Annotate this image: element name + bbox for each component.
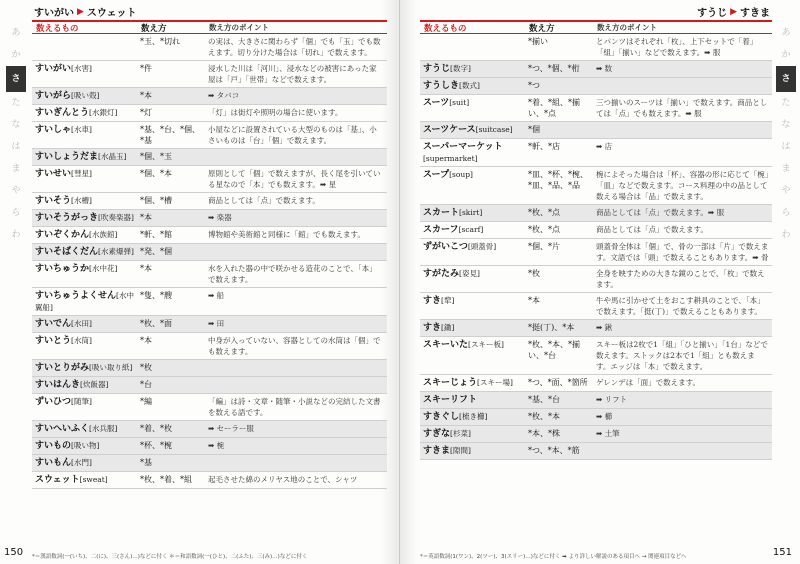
entry-word-cell bbox=[32, 244, 137, 260]
table-row bbox=[32, 261, 387, 288]
table-row bbox=[420, 375, 772, 392]
entry-kanji: [skirt] bbox=[459, 208, 483, 217]
side-index-tab: あ bbox=[781, 28, 791, 38]
side-index-tab: な bbox=[11, 120, 21, 130]
entry-word-cell bbox=[32, 193, 137, 209]
entry-word-cell bbox=[420, 167, 525, 204]
entry-word: すいそばくだん bbox=[35, 247, 99, 257]
table-row bbox=[32, 149, 387, 166]
entry-counter: *隻、*艘 bbox=[140, 291, 172, 300]
table-row bbox=[32, 333, 387, 360]
entry-word: スーツ bbox=[423, 98, 450, 108]
entry-word: すいがら bbox=[35, 91, 72, 101]
side-index-tab: さ bbox=[6, 66, 26, 92]
entry-note: 原則として「個」で数えますが、長く尾を引いている星なので「本」でも数えます。➡ 星 bbox=[208, 169, 381, 189]
entry-kanji: [隙間] bbox=[450, 446, 471, 455]
entry-note: 全身を映すための大きな鏡のことで、「枚」で数えます。 bbox=[596, 269, 765, 289]
entry-word: すいぎんとう bbox=[35, 108, 90, 118]
entry-counter: *本 bbox=[140, 264, 152, 273]
entry-kanji: [彗星] bbox=[71, 169, 92, 178]
entry-kanji: [梳き櫛] bbox=[459, 412, 488, 421]
table-row bbox=[420, 95, 772, 122]
entry-word-cell bbox=[420, 139, 525, 166]
entry-note: 商品としては「点」で数えます。➡ 服 bbox=[596, 208, 725, 217]
header-col-point: 数え方のポイント bbox=[209, 23, 269, 32]
entry-note: 小屋などに設置されている大型のものは「基」、小さいものは「台」「個」で数えます。 bbox=[208, 125, 377, 145]
entry-word-cell bbox=[420, 293, 525, 319]
entry-note: 商品としては「点」で数えます。 bbox=[208, 196, 320, 205]
entry-word-cell bbox=[420, 78, 525, 94]
entry-counter: *本、*株 bbox=[528, 429, 560, 438]
running-head-to: スウェット bbox=[86, 8, 137, 19]
entry-word: すいとりがみ bbox=[35, 363, 90, 373]
entry-counter: *基 bbox=[140, 458, 152, 467]
table-row bbox=[32, 193, 387, 210]
entry-counter: *個、*玉 bbox=[140, 152, 172, 161]
entry-note: 浸水した川は「河川」、浸水などの被害にあった家屋は「戸」「世帯」などで数えます。 bbox=[208, 64, 377, 84]
entry-note: ➡ 船 bbox=[208, 291, 225, 300]
entry-kanji: [水中翼船] bbox=[35, 291, 134, 312]
entry-word-cell bbox=[32, 261, 137, 287]
running-head-to: すきま bbox=[740, 8, 770, 19]
entry-note: ➡ 田 bbox=[208, 319, 225, 328]
table-row bbox=[32, 34, 387, 61]
side-index-tab: か bbox=[11, 50, 21, 60]
table-row bbox=[32, 227, 387, 244]
entry-word: すいもん bbox=[35, 458, 72, 468]
entry-counter: *基、*台、*個、*基 bbox=[140, 125, 200, 145]
entry-word-cell bbox=[32, 316, 137, 332]
header-col-counter: 数え方 bbox=[141, 23, 167, 34]
entry-word: すいがい bbox=[35, 64, 72, 74]
entry-word: すいしゃ bbox=[35, 125, 72, 135]
left-running-head bbox=[34, 4, 137, 19]
entry-note bbox=[205, 360, 387, 376]
entry-kanji: [吸い取り紙] bbox=[89, 363, 133, 372]
table-row bbox=[420, 78, 772, 95]
right-footnote: *＝英語数詞(1(ワン)、2(ツー)、3(スリー)…)などに付く ➡ より詳しい解説のある項目へ → 関連項目などへ bbox=[420, 554, 687, 560]
side-index-tab: た bbox=[11, 98, 21, 108]
entry-note: とパンツはそれぞれ「枚」、上下セットで「着」「組」「揃い」などで数えます。➡ 服 bbox=[596, 37, 758, 57]
table-row bbox=[420, 320, 772, 337]
header-col-thing: 数えるもの bbox=[36, 23, 79, 34]
entry-word: すいでん bbox=[35, 319, 72, 329]
entry-counter: *編 bbox=[140, 397, 152, 406]
entry-counter: *着、*組、*揃い、*点 bbox=[528, 98, 580, 118]
entry-word-cell bbox=[420, 266, 525, 292]
entry-word: すうしき bbox=[423, 81, 460, 91]
entry-counter: *挺(丁)、*本 bbox=[528, 323, 575, 332]
entry-kanji: [数字] bbox=[450, 64, 471, 73]
entry-kanji: [吸い殻] bbox=[71, 91, 100, 100]
header-col-point: 数え方のポイント bbox=[597, 23, 657, 32]
entry-word-cell bbox=[32, 438, 137, 454]
table-row bbox=[32, 105, 387, 122]
entry-word: スープ bbox=[423, 170, 450, 180]
side-index-tab: ま bbox=[781, 164, 791, 174]
table-header bbox=[420, 20, 772, 34]
entry-word-cell bbox=[420, 205, 525, 221]
entry-note: の実は、大きさに関わらず「個」でも「玉」でも数えます。切り分けた場合は「切れ」で数えます。 bbox=[208, 37, 381, 57]
entry-word-cell bbox=[32, 421, 137, 437]
entry-note: ➡ 土筆 bbox=[596, 429, 620, 438]
table-row bbox=[32, 288, 387, 316]
entry-word: ずいひつ bbox=[35, 397, 72, 407]
entry-note: ➡ タバコ bbox=[208, 91, 240, 100]
entry-kanji: [水門] bbox=[71, 458, 92, 467]
entry-word-cell bbox=[32, 360, 137, 376]
left-page-number: 150 bbox=[4, 547, 24, 558]
header-col-thing: 数えるもの bbox=[424, 23, 467, 34]
entry-word-cell bbox=[32, 88, 137, 104]
entry-word-cell bbox=[32, 227, 137, 243]
entry-word: スウェット bbox=[35, 475, 80, 485]
table-row bbox=[32, 360, 387, 377]
entry-counter: *件 bbox=[140, 64, 152, 73]
side-index-tab: や bbox=[781, 186, 791, 196]
entry-counter: *つ、*本、*筋 bbox=[528, 446, 580, 455]
entry-note: ➡ リフト bbox=[596, 395, 628, 404]
entry-counter: *個 bbox=[528, 125, 540, 134]
entry-counter: *枚、*点 bbox=[528, 208, 560, 217]
entry-note bbox=[593, 122, 772, 138]
entry-counter: *皿、*杯、*椀、*皿、*品、*品 bbox=[528, 170, 588, 190]
entry-word: すいせい bbox=[35, 169, 72, 179]
table-row bbox=[32, 122, 387, 149]
entry-note: 「編」は詩・文章・随筆・小説などの完結した文書を数える語です。 bbox=[208, 397, 381, 417]
side-index-tab: さ bbox=[776, 66, 796, 92]
entry-word: すいちゅうよくせん bbox=[35, 291, 117, 301]
entry-kanji: [水銀灯] bbox=[89, 108, 118, 117]
table-row bbox=[32, 455, 387, 472]
entry-kanji: [suitcase] bbox=[475, 125, 513, 134]
side-index-tab: や bbox=[11, 186, 21, 196]
entry-counter: *枚 bbox=[528, 269, 540, 278]
entry-word-cell bbox=[420, 337, 525, 374]
entry-word-cell bbox=[420, 426, 525, 442]
table-row bbox=[32, 421, 387, 438]
entry-counter: *本 bbox=[528, 296, 540, 305]
entry-note: ➡ 数 bbox=[596, 64, 613, 73]
entry-word-cell bbox=[420, 222, 525, 238]
entry-word-cell bbox=[32, 472, 137, 488]
entry-word-cell bbox=[420, 375, 525, 391]
entry-note: ➡ 椀 bbox=[208, 441, 225, 450]
entry-kanji: [水素爆弾] bbox=[98, 247, 134, 256]
right-running-head bbox=[697, 4, 770, 19]
table-row bbox=[32, 166, 387, 193]
entry-word: すいはんき bbox=[35, 380, 81, 390]
entry-kanji: [頭蓋骨] bbox=[467, 242, 497, 251]
header-col-counter: 数え方 bbox=[529, 23, 555, 34]
entry-counter: *発、*個 bbox=[140, 247, 172, 256]
entry-word-cell bbox=[420, 320, 525, 336]
entry-note: スキー板は2枚で1「組」「ひと揃い」「1台」などで数えます。ストックは2本で1「組」とも数えます。エッジは「本」で数えます。 bbox=[596, 340, 768, 371]
entry-word: すきぐし bbox=[423, 412, 460, 422]
triangle-icon: ▶ bbox=[730, 6, 737, 17]
side-index-tab: ま bbox=[11, 164, 21, 174]
table-row bbox=[32, 394, 387, 421]
entry-word: すいそう bbox=[35, 196, 72, 206]
entry-word-cell bbox=[32, 210, 137, 226]
entry-word: すき bbox=[423, 323, 442, 333]
entry-word-cell bbox=[32, 455, 137, 471]
right-page-number: 151 bbox=[772, 547, 792, 558]
running-head-from: すうじ bbox=[697, 8, 728, 19]
entry-kanji: [スキー板] bbox=[468, 340, 504, 349]
table-row bbox=[32, 61, 387, 88]
triangle-icon: ▶ bbox=[77, 6, 84, 17]
entry-note: 起毛させた綿のメリヤス地のことで、シャツ bbox=[208, 475, 358, 484]
entry-note bbox=[593, 443, 772, 459]
entry-note: 商品としては「点」で数えます。 bbox=[596, 225, 708, 234]
entry-word: スキーじょう bbox=[423, 378, 478, 388]
entry-kanji: [水族館] bbox=[89, 230, 118, 239]
table-row bbox=[420, 167, 772, 205]
side-index-tab: は bbox=[781, 142, 791, 152]
entry-kanji: [スキー場] bbox=[477, 378, 513, 387]
entry-word: すき bbox=[423, 296, 442, 306]
entry-word: すいもの bbox=[35, 441, 72, 451]
side-index-tab: は bbox=[11, 142, 21, 152]
entry-counter: *個、*本 bbox=[140, 169, 172, 178]
entry-word: スーパーマーケット bbox=[423, 142, 503, 152]
table-row bbox=[420, 34, 772, 61]
side-index-tab: ら bbox=[11, 208, 21, 218]
entry-word: すきま bbox=[423, 446, 451, 456]
entry-kanji: [吸い物] bbox=[71, 441, 100, 450]
entry-word: すぎな bbox=[423, 429, 451, 439]
entry-kanji: [水兵服] bbox=[89, 424, 118, 433]
entry-kanji: [scarf] bbox=[458, 225, 484, 234]
entry-counter: *本 bbox=[140, 213, 152, 222]
table-row bbox=[420, 337, 772, 375]
entry-counter: *灯 bbox=[140, 108, 152, 117]
entry-counter: *つ、*個、*桁 bbox=[528, 64, 580, 73]
table-row bbox=[32, 438, 387, 455]
entry-word-cell bbox=[32, 149, 137, 165]
table-header bbox=[32, 20, 387, 34]
entry-counter: *着、*枚 bbox=[140, 424, 172, 433]
entry-word-cell bbox=[32, 105, 137, 121]
entry-kanji: [犂] bbox=[441, 296, 455, 305]
entry-word: スキーリフト bbox=[423, 395, 478, 405]
table-row bbox=[420, 426, 772, 443]
side-index-tab: な bbox=[781, 120, 791, 130]
side-index-tab: わ bbox=[11, 230, 21, 240]
entry-word-cell bbox=[32, 333, 137, 359]
table-row bbox=[420, 139, 772, 167]
right-side-index bbox=[776, 22, 796, 246]
entry-counter: *枚、*面 bbox=[140, 319, 172, 328]
entry-note bbox=[205, 244, 387, 260]
entry-word: すがたみ bbox=[423, 269, 460, 279]
entry-counter: *個、*槽 bbox=[140, 196, 172, 205]
side-index-tab: か bbox=[781, 50, 791, 60]
entry-kanji: [suit] bbox=[449, 98, 470, 107]
side-index-tab: わ bbox=[781, 230, 791, 240]
table-row bbox=[420, 266, 772, 293]
entry-word-cell bbox=[420, 409, 525, 425]
entry-kanji: [水車] bbox=[71, 125, 92, 134]
entry-word-cell bbox=[32, 166, 137, 192]
entry-note: 三つ揃いのスーツは「揃い」で数えます。商品としては「点」でも数えます。➡ 服 bbox=[596, 98, 768, 118]
entry-kanji: [supermarket] bbox=[423, 154, 478, 163]
entry-note: 水を入れた器の中で咲かせる造花のことで、「本」で数えます。 bbox=[208, 264, 377, 284]
entry-counter: *軒、*店 bbox=[528, 142, 560, 151]
entry-counter: *本 bbox=[140, 91, 152, 100]
right-counter-table bbox=[420, 20, 772, 460]
entry-counter: *台 bbox=[140, 380, 152, 389]
left-counter-table bbox=[32, 20, 387, 489]
entry-counter: *軒、*館 bbox=[140, 230, 172, 239]
entry-word: スカート bbox=[423, 208, 460, 218]
entry-counter: *枚、*着、*組 bbox=[140, 475, 192, 484]
entry-counter: *個、*片 bbox=[528, 242, 560, 251]
entry-word-cell bbox=[32, 122, 137, 148]
entry-kanji: [水害] bbox=[71, 64, 92, 73]
left-footnote: *＝漢語数詞(一(いち)、二(に)、三(さん)…)などに付く ＊＝和語数詞(一(ひと)、二(ふた)、三(み)…)などに付く bbox=[32, 554, 308, 560]
entry-note bbox=[593, 78, 772, 94]
entry-counter: *玉、*切れ bbox=[140, 37, 180, 46]
table-row bbox=[32, 88, 387, 105]
table-row bbox=[32, 210, 387, 227]
entry-note: ➡ 店 bbox=[596, 142, 613, 151]
entry-word-cell bbox=[420, 122, 525, 138]
running-head-from: すいがい bbox=[34, 8, 74, 19]
entry-word-cell bbox=[420, 95, 525, 121]
entry-note: 牛や馬に引かせて土をおこす耕具のことで、「本」で数えます。「挺(丁)」で数えることもあります。 bbox=[596, 296, 765, 316]
table-row bbox=[420, 205, 772, 222]
entry-kanji: [炊飯器] bbox=[80, 380, 109, 389]
entry-counter: *揃い bbox=[528, 37, 548, 46]
entry-word: すいしょうだま bbox=[35, 152, 99, 162]
entry-word: すいちゅうか bbox=[35, 264, 90, 274]
entry-word-cell bbox=[32, 61, 137, 87]
side-index-tab: ら bbox=[781, 208, 791, 218]
entry-kanji: [数式] bbox=[459, 81, 480, 90]
table-row bbox=[420, 392, 772, 409]
entry-counter: *枚 bbox=[140, 363, 152, 372]
table-row bbox=[32, 377, 387, 394]
entry-kanji: [水中花] bbox=[89, 264, 118, 273]
entry-kanji: [随筆] bbox=[71, 397, 92, 406]
entry-kanji: [sweat] bbox=[79, 475, 108, 484]
table-row bbox=[420, 443, 772, 460]
entry-counter: *つ bbox=[528, 81, 540, 90]
entry-note bbox=[205, 377, 387, 393]
table-row bbox=[420, 239, 772, 266]
entry-kanji: [杉菜] bbox=[450, 429, 471, 438]
entry-counter: *基、*台 bbox=[528, 395, 560, 404]
table-row bbox=[420, 293, 772, 320]
entry-word: スカーフ bbox=[423, 225, 459, 235]
entry-word-cell bbox=[420, 443, 525, 459]
entry-word: すいぞくかん bbox=[35, 230, 90, 240]
entry-counter: *杯、*椀 bbox=[140, 441, 172, 450]
entry-kanji: [水筒] bbox=[71, 336, 92, 345]
side-index-tab: た bbox=[781, 98, 791, 108]
entry-note: 頭蓋骨全体は「個」で、骨の一部は「片」で数えます。文語では「頭」で数えることもあります。➡ 骨 bbox=[596, 242, 769, 262]
entry-note: ➡ 鍬 bbox=[596, 323, 613, 332]
entry-kanji: [水槽] bbox=[71, 196, 92, 205]
entry-note: ゲレンデは「面」で数えます。 bbox=[596, 378, 701, 387]
table-row bbox=[420, 409, 772, 426]
entry-counter: *本 bbox=[140, 336, 152, 345]
entry-note: 「灯」は街灯や照明の場合に使います。 bbox=[208, 108, 343, 117]
entry-word-cell bbox=[420, 61, 525, 77]
entry-note bbox=[205, 455, 387, 471]
entry-kanji: [水晶玉] bbox=[98, 152, 127, 161]
entry-kanji: [水田] bbox=[71, 319, 92, 328]
entry-word: スーツケース bbox=[423, 125, 476, 135]
entry-word: すいとう bbox=[35, 336, 72, 346]
entry-note: ➡ 楽器 bbox=[208, 213, 232, 222]
entry-word-cell bbox=[32, 288, 137, 315]
entry-word-cell bbox=[32, 377, 137, 393]
entry-word: すうじ bbox=[423, 64, 451, 74]
left-side-index bbox=[6, 22, 26, 246]
table-row bbox=[420, 222, 772, 239]
entry-word-cell bbox=[32, 394, 137, 420]
entry-kanji: [吹奏楽器] bbox=[98, 213, 134, 222]
entry-note: ➡ セーラー服 bbox=[208, 424, 254, 433]
entry-note: 椀によそった場合は「杯」、容器の形に応じて「椀」「皿」などで数えます。コース料理の中の品として数える場合は「品」で数えます。 bbox=[596, 170, 769, 201]
entry-word-cell bbox=[420, 392, 525, 408]
right-page bbox=[400, 0, 800, 564]
entry-word: ずがいこつ bbox=[423, 242, 468, 252]
entry-note: ➡ 櫛 bbox=[596, 412, 613, 421]
entry-counter: *枚、*本 bbox=[528, 412, 560, 421]
entry-word-cell bbox=[32, 34, 137, 60]
table-row bbox=[32, 472, 387, 489]
entry-word: すいそうがっき bbox=[35, 213, 99, 223]
entry-counter: *枚、*本、*揃い、*台 bbox=[528, 340, 580, 360]
entry-kanji: [soup] bbox=[449, 170, 473, 179]
entry-counter: *つ、*面、*箇所 bbox=[528, 378, 588, 387]
table-row bbox=[32, 244, 387, 261]
entry-kanji: [鋤] bbox=[441, 323, 455, 332]
entry-kanji: [姿見] bbox=[459, 269, 480, 278]
table-row bbox=[420, 122, 772, 139]
table-row bbox=[420, 61, 772, 78]
entry-word-cell bbox=[420, 34, 525, 60]
table-row bbox=[32, 316, 387, 333]
entry-note: 博物館や美術館と同様に「館」でも数えます。 bbox=[208, 230, 365, 239]
entry-word: スキーいた bbox=[423, 340, 469, 350]
entry-counter: *枚、*点 bbox=[528, 225, 560, 234]
entry-note bbox=[205, 149, 387, 165]
entry-note: 中身が入っていない、容器としての水筒は「個」でも数えます。 bbox=[208, 336, 381, 356]
entry-word-cell bbox=[420, 239, 525, 265]
side-index-tab: あ bbox=[11, 28, 21, 38]
entry-word: すいへいふく bbox=[35, 424, 90, 434]
